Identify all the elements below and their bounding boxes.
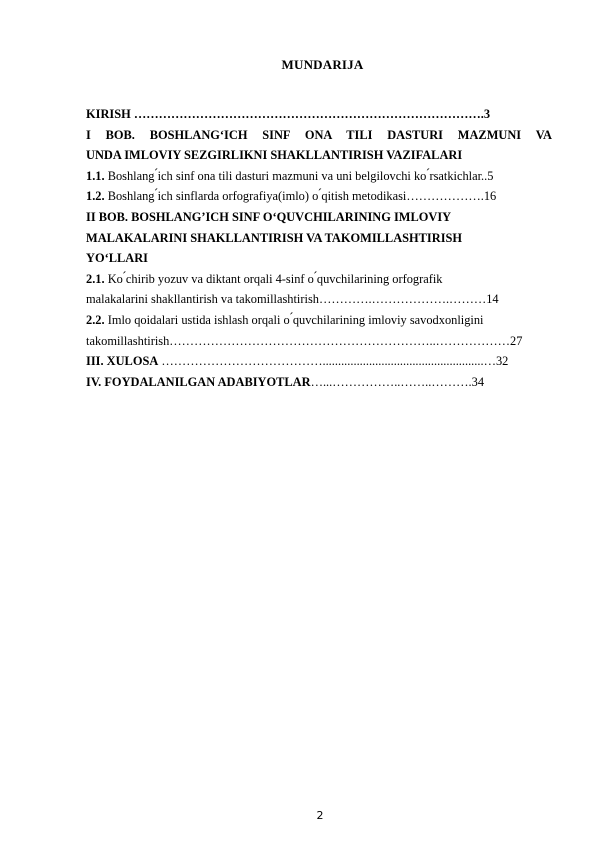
toc-entry-adabiyotlar-label: IV. FOYDALANILGAN ADABIYOTLAR	[86, 374, 311, 389]
toc-entry-2-2	[86, 310, 552, 331]
toc-entry-adabiyotlar-leader: …...……………..……..……….34	[310, 374, 485, 389]
toc-entry-2-2-continuation: takomillashtirish………………………………………………………..………………27	[86, 333, 523, 348]
page-title: MUNDARIJA	[281, 57, 364, 72]
table-of-contents	[86, 104, 552, 392]
toc-entry-2-1-number: 2.1.	[86, 271, 105, 286]
toc-entry-xulosa	[86, 351, 552, 372]
toc-entry-2-1	[86, 269, 552, 290]
toc-entry-2-1-text: Ko ́chirib yozuv va diktant orqali 4-sinf o ́quvchilarining orfografik	[104, 271, 443, 286]
page-number: 2	[316, 809, 324, 822]
toc-entry-xulosa-label: III. XULOSA	[86, 354, 159, 369]
toc-entry-xulosa-leader: …………………………………....................................................…32	[158, 354, 509, 369]
toc-entry-2-2-number: 2.2.	[86, 312, 105, 327]
toc-entry-2-1-continuation: malakalarini shakllantirish va takomillashtirish………….……………….………14	[86, 292, 499, 307]
toc-entry-1-2-text: Boshlang ́ich sinflarda orfografiya(imlo) o ́qitish metodikasi……………….16	[104, 189, 497, 204]
toc-chapter-2-line-1: II BOB. BOSHLANG’ICH SINF O‘QUVCHILARINING IMLOVIY	[86, 209, 452, 224]
toc-entry-1-1	[86, 166, 552, 187]
toc-entry-1-1-text: Boshlang ́ich sinf ona tili dasturi mazmuni va uni belgilovchi ko ́rsatkichlar..5	[104, 168, 494, 183]
toc-entry-1-2	[86, 186, 552, 207]
toc-entry-2-2-text: Imlo qoidalari ustida ishlash orqali o ́quvchilarining imloviy savodxonligini	[104, 312, 484, 327]
toc-entry-kirish: KIRISH ………………………………………………………………………….3	[86, 107, 491, 121]
toc-chapter-2-line-3: YO‘LLARI	[86, 251, 148, 266]
toc-chapter-1-line-2: UNDA IMLOVIY SEZGIRLIKNI SHAKLLANTIRISH VAZIFALARI	[86, 148, 463, 163]
toc-chapter-1-line-1: I BOB. BOSHLANG‘ICH SINF ONA TILI DASTURI MAZMUNI VA	[86, 127, 552, 142]
toc-chapter-2-line-2: MALAKALARINI SHAKLLANTIRISH VA TAKOMILLASHTIRISH	[86, 230, 463, 245]
toc-entry-adabiyotlar	[86, 372, 552, 393]
toc-entry-1-2-number: 1.2.	[86, 189, 105, 204]
toc-entry-1-1-number: 1.1.	[86, 168, 105, 183]
